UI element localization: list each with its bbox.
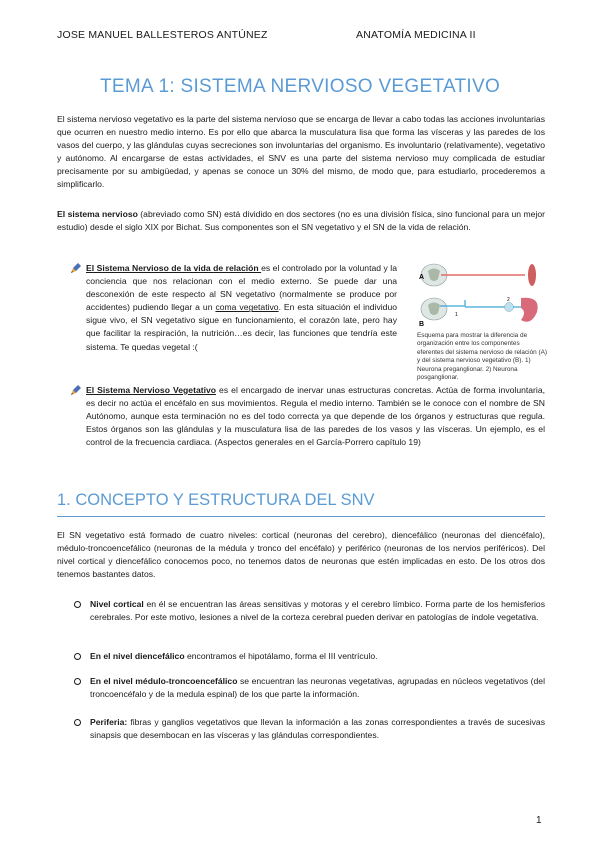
pencil-bullet-icon	[70, 263, 81, 274]
item-text: se encuentran las neuronas vegetativas, agrupadas en núcleos vegetativos (del troncoencéfalo y de la medula espinal) de los que parte la información.	[90, 676, 545, 700]
item-term: En el nivel médulo-troncoencefálico	[90, 676, 238, 686]
intro-paragraph: El sistema nervioso vegetativo es la parte del sistema nervioso que se encarga de llevar a cabo todas las acciones involuntarias que ocurren en nuestro medio interno. Es por ello que abarca la musculatura lisa que forma las vísceras y las paredes de los vasos del cuerpo, y las glándulas cuyas secreciones son involuntarias del organismo. Es involuntario (relativamente), vegetativo y autónomo. Al encargarse de estas actividades, el SNV es una parte del sistema nervioso muy complicada de estudiar precisamente por su ambigüedad, y apenas se conoce un 30% del mismo, de modo que, para estudiarlo, procederemos a simplificarlo.	[57, 114, 545, 190]
circle-bullet-icon	[74, 601, 81, 608]
header-author: JOSE MANUEL BALLESTEROS ANTÚNEZ	[57, 29, 268, 41]
sn-term: El sistema nervioso	[57, 209, 138, 219]
label-2: 2	[507, 297, 510, 303]
item-text: en él se encuentran las áreas sensitivas y motoras y el cerebro límbico. Forma parte de los hemisferios cerebrales. Por este motivo, lesiones a nivel de la corteza cerebral pueden derivar en patologías de índole vegetativa.	[90, 599, 546, 623]
figure-caption: Esquema para mostrar la diferencia de organización entre los componentes eferentes del sistema nervioso de relación (A) y del sistema nervioso vegetativo (B). 1) Neurona preganglionar. 2) Neurona posganglionar.	[417, 332, 548, 382]
nervous-system-diagram	[417, 262, 547, 332]
section-divider	[57, 516, 545, 517]
header-subject: ANATOMÍA MEDICINA II	[356, 29, 476, 41]
circle-bullet-icon	[74, 719, 81, 726]
coma-vegetativo-term: coma vegetativo	[215, 302, 279, 313]
label-b: B	[419, 321, 425, 328]
sn-division-text: (abreviado como SN) está dividido en dos sectores (no es una división física, sino funcional para un mejor estudio) desde el siglo XIX por Bichat. Sus componentes son el SN vegetativo y el SN de la vida de relación.	[57, 209, 545, 233]
label-1: 1	[455, 312, 458, 318]
pencil-bullet-icon	[70, 385, 81, 396]
item-text: encontramos el hipotálamo, forma el III ventrículo.	[184, 651, 378, 661]
relacion-text-2: . En esta situación el individuo sigue vivo, el SN vegetativo sigue en funcionamiento, el corazón late, pero hay que facilitar la respiración, la nutrición…es decir, las funciones que tendría este sistema. Te quedas vegetal :(	[86, 302, 398, 352]
list-item	[90, 598, 545, 624]
bullet-relacion	[86, 262, 397, 354]
item-term: En el nivel diencefálico	[90, 651, 185, 661]
circle-bullet-icon	[74, 653, 81, 660]
item-text: fibras y ganglios vegetativos que llevan la información a las zonas correspondientes a través de sucesivas sinapsis que desembocan en las vísceras y las glándulas correspondientes.	[90, 717, 545, 741]
label-a: A	[419, 274, 425, 281]
relacion-text-1: es el controlado por la voluntad y la conciencia que nos relacionan con el medio externo. Se puede dar una desconexión de este respecto al SN vegetativo (normalmente se produce por accidentes) pudiendo llegar a un	[86, 263, 397, 313]
list-item	[90, 675, 545, 701]
section-heading: 1. CONCEPTO Y ESTRUCTURA DEL SNV	[57, 491, 375, 509]
vegetativo-text: es el encargado de inervar unas estructuras concretas. Actúa de forma involuntaria, es decir no actúa el encéfalo en sus movimientos. Regula el medio interno. También se le conoce con el nombre de SN Autónomo, aunque esta terminación no es del todo correcta ya que depende de los órganos y estructuras que regula. Estos órganos son las glándulas y la musculatura lisa de las paredes de los vasos y las vísceras. Un ejemplo, es el control de la frecuencia cardiaca. (Aspectos generales en el García-Porrero capítulo 19)	[86, 385, 545, 448]
bullet-vegetativo	[86, 384, 545, 449]
list-item	[90, 650, 545, 663]
page-number: 1	[536, 815, 542, 826]
relacion-term: El Sistema Nervioso de la vida de relación	[86, 263, 262, 273]
list-item	[90, 716, 545, 742]
sn-division-paragraph	[57, 208, 545, 234]
section-intro: El SN vegetativo está formado de cuatro niveles: cortical (neuronas del cerebro), diencefálico (neuronas del diencéfalo), médulo-troncoencefálico (neuronas de la médula y tronco del encéfalo) y periférico (neuronas de los nervios periféricos). Del nivel cortical y diencefálico conocemos poco, no tenemos datos de neuronas que estén implicadas en esto. De los otros dos tenemos bastantes datos.	[57, 530, 545, 580]
item-term: Nivel cortical	[90, 599, 144, 609]
item-term: Periferia:	[90, 717, 128, 727]
page-title: TEMA 1: SISTEMA NERVIOSO VEGETATIVO	[99, 76, 501, 97]
vegetativo-term: El Sistema Nervioso Vegetativo	[86, 385, 216, 395]
circle-bullet-icon	[74, 678, 81, 685]
